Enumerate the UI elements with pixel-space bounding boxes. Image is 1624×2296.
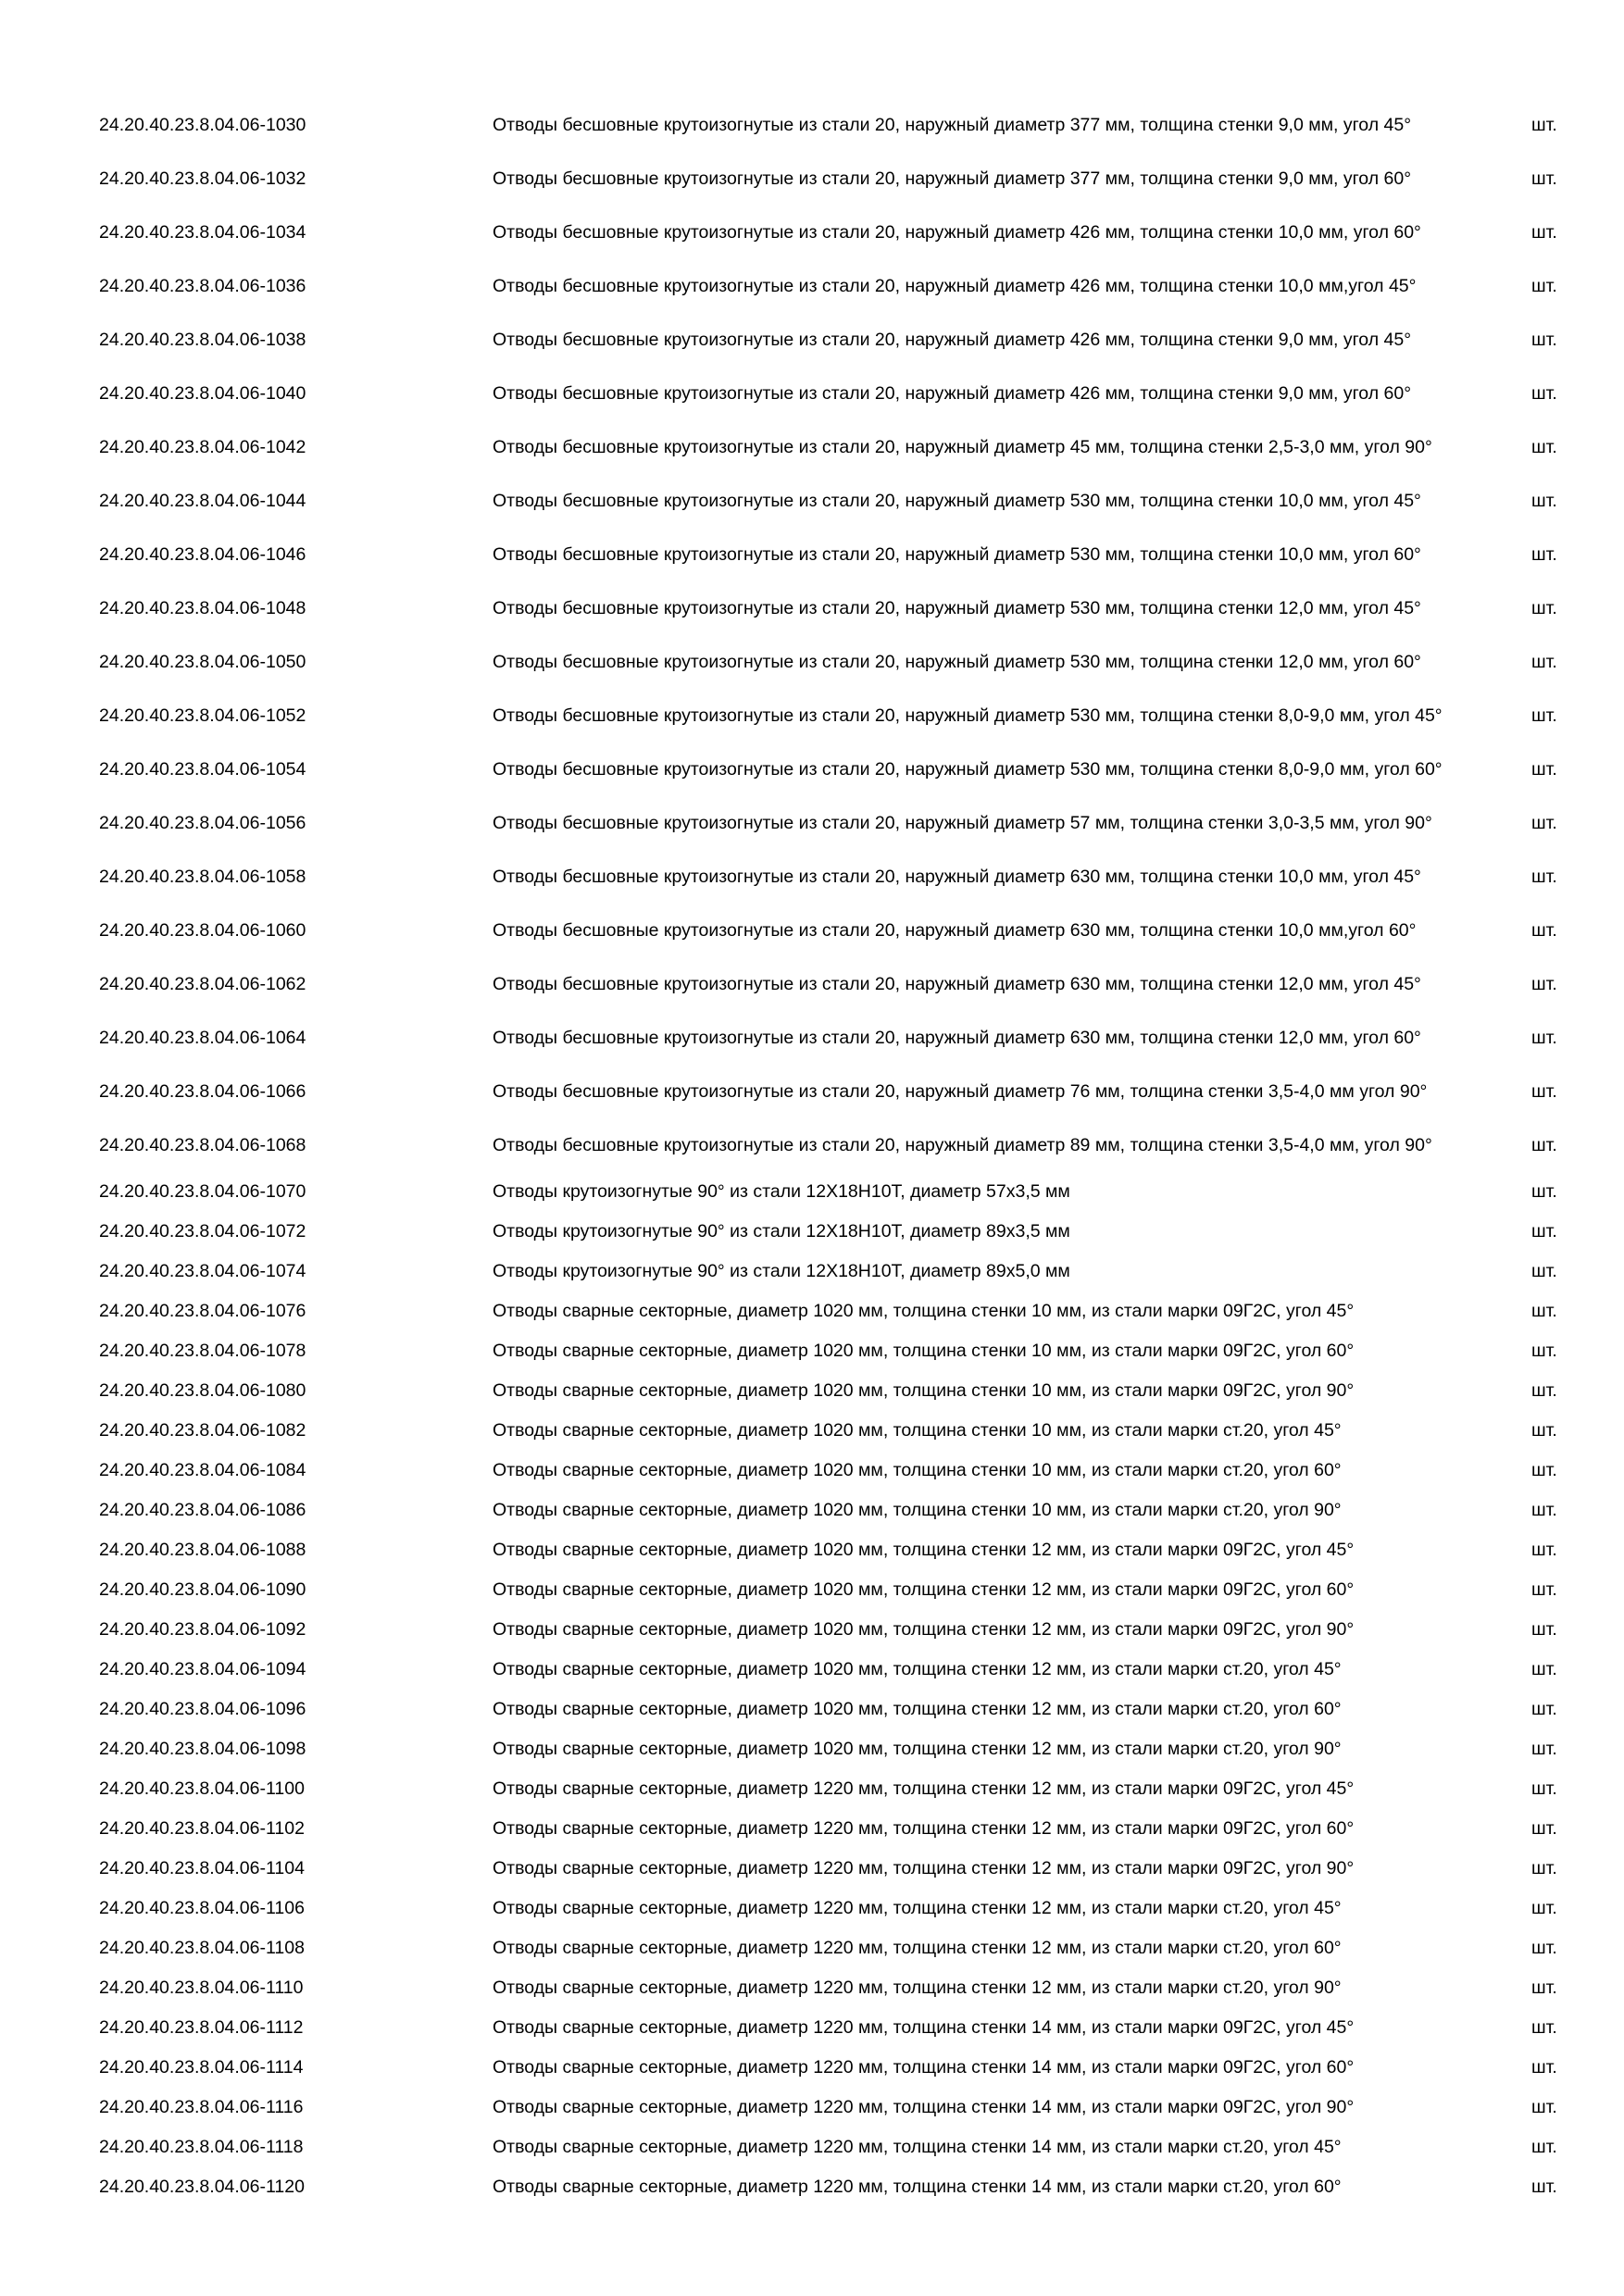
table-row [0,1809,1624,1849]
row-unit: шт. [1531,1080,1557,1102]
row-description-cell [493,1729,1474,1769]
row-unit: шт. [1531,1221,1557,1242]
row-description-cell [493,1118,1474,1172]
row-code: 24.20.40.23.8.04.06-1056 [99,812,306,833]
row-code: 24.20.40.23.8.04.06-1046 [99,543,306,565]
row-code: 24.20.40.23.8.04.06-1070 [99,1181,306,1202]
row-description: Отводы крутоизогнутые 90° из стали 12Х18Н10Т, диаметр 57х3,5 мм [493,1181,1070,1202]
row-description-cell [493,474,1474,528]
table-row [0,957,1624,1011]
row-unit: шт. [1531,1341,1557,1361]
row-description: Отводы бесшовные крутоизогнутые из стали 20, наружный диаметр 630 мм, толщина стенки 12,0 мм, угол 60° [493,1027,1421,1048]
row-description: Отводы бесшовные крутоизогнутые из стали 20, наружный диаметр 89 мм, толщина стенки 3,5-4,0 мм, угол 90° [493,1134,1432,1155]
row-unit: шт. [1531,490,1557,511]
row-code: 24.20.40.23.8.04.06-1036 [99,275,306,296]
row-code: 24.20.40.23.8.04.06-1092 [99,1619,306,1640]
row-unit: шт. [1531,1579,1557,1600]
row-code: 24.20.40.23.8.04.06-1084 [99,1460,306,1480]
table-row [0,1371,1624,1411]
row-code: 24.20.40.23.8.04.06-1098 [99,1739,306,1759]
row-description-cell [493,1809,1474,1849]
row-description: Отводы сварные секторные, диаметр 1220 мм, толщина стенки 12 мм, из стали марки ст.20, угол 45° [493,1898,1342,1918]
row-code: 24.20.40.23.8.04.06-1054 [99,758,306,780]
row-code: 24.20.40.23.8.04.06-1094 [99,1659,306,1679]
row-description: Отводы бесшовные крутоизогнутые из стали 20, наружный диаметр 630 мм, толщина стенки 12,0 мм, угол 45° [493,973,1421,994]
row-description: Отводы бесшовные крутоизогнутые из стали 20, наружный диаметр 45 мм, толщина стенки 2,5-3,0 мм, угол 90° [493,436,1432,457]
row-unit: шт. [1531,705,1557,726]
table-row [0,1729,1624,1769]
row-code: 24.20.40.23.8.04.06-1064 [99,1027,306,1048]
table-row [0,850,1624,904]
table-row [0,1849,1624,1889]
table-row [0,1252,1624,1292]
table-row [0,1610,1624,1650]
table-row [0,2008,1624,2048]
row-unit: шт. [1531,221,1557,243]
row-code: 24.20.40.23.8.04.06-1090 [99,1579,306,1600]
row-unit: шт. [1531,1659,1557,1679]
row-description: Отводы бесшовные крутоизогнутые из стали 20, наружный диаметр 530 мм, толщина стенки 8,0-9,0 мм, угол 45° [493,705,1443,726]
row-unit: шт. [1531,1261,1557,1281]
row-description-cell [493,1769,1474,1809]
table-row [0,1292,1624,1331]
row-code: 24.20.40.23.8.04.06-1080 [99,1380,306,1401]
row-description-cell [493,1292,1474,1331]
row-description: Отводы бесшовные крутоизогнутые из стали 20, наружный диаметр 377 мм, толщина стенки 9,0 мм, угол 60° [493,168,1412,189]
table-row [0,259,1624,313]
row-unit: шт. [1531,758,1557,780]
row-unit: шт. [1531,1858,1557,1878]
row-description-cell [493,1690,1474,1729]
row-description: Отводы сварные секторные, диаметр 1020 мм, толщина стенки 10 мм, из стали марки 09Г2С, угол 45° [493,1301,1355,1321]
row-unit: шт. [1531,973,1557,994]
row-description: Отводы сварные секторные, диаметр 1220 мм, толщина стенки 12 мм, из стали марки 09Г2С, угол 45° [493,1778,1355,1799]
table-row [0,1451,1624,1491]
row-unit: шт. [1531,329,1557,350]
row-unit: шт. [1531,2057,1557,2078]
row-description-cell [493,367,1474,420]
row-description-cell [493,957,1474,1011]
row-unit: шт. [1531,1978,1557,1998]
row-unit: шт. [1531,1540,1557,1560]
table-row [0,1331,1624,1371]
row-description-cell [493,1530,1474,1570]
table-row [0,1491,1624,1530]
row-description-cell [493,689,1474,742]
row-description: Отводы сварные секторные, диаметр 1220 мм, толщина стенки 14 мм, из стали марки ст.20, угол 60° [493,2177,1342,2197]
row-description-cell [493,1889,1474,1928]
row-description-cell [493,2008,1474,2048]
row-description: Отводы сварные секторные, диаметр 1220 мм, толщина стенки 14 мм, из стали марки ст.20, угол 45° [493,2137,1342,2157]
table-row [0,1690,1624,1729]
table-row [0,2048,1624,2088]
row-description: Отводы бесшовные крутоизогнутые из стали 20, наружный диаметр 426 мм, толщина стенки 9,0 мм, угол 60° [493,382,1412,404]
row-description: Отводы сварные секторные, диаметр 1020 мм, толщина стенки 10 мм, из стали марки 09Г2С, угол 60° [493,1341,1355,1361]
row-unit: шт. [1531,1739,1557,1759]
row-code: 24.20.40.23.8.04.06-1076 [99,1301,306,1321]
row-description-cell [493,1065,1474,1118]
row-code: 24.20.40.23.8.04.06-1086 [99,1500,306,1520]
row-unit: шт. [1531,919,1557,941]
row-code: 24.20.40.23.8.04.06-1066 [99,1080,306,1102]
row-code: 24.20.40.23.8.04.06-1096 [99,1699,306,1719]
row-code: 24.20.40.23.8.04.06-1100 [99,1778,305,1799]
row-description-cell [493,1451,1474,1491]
row-description: Отводы сварные секторные, диаметр 1020 мм, толщина стенки 10 мм, из стали марки ст.20, угол 45° [493,1420,1342,1441]
row-description: Отводы бесшовные крутоизогнутые из стали 20, наружный диаметр 57 мм, толщина стенки 3,0-3,5 мм, угол 90° [493,812,1432,833]
row-code: 24.20.40.23.8.04.06-1068 [99,1134,306,1155]
row-code: 24.20.40.23.8.04.06-1120 [99,2177,305,2197]
row-code: 24.20.40.23.8.04.06-1072 [99,1221,306,1242]
row-unit: шт. [1531,1301,1557,1321]
row-unit: шт. [1531,382,1557,404]
row-description-cell [493,420,1474,474]
row-code: 24.20.40.23.8.04.06-1106 [99,1898,305,1918]
row-description: Отводы бесшовные крутоизогнутые из стали 20, наружный диаметр 530 мм, толщина стенки 10,0 мм, угол 60° [493,543,1421,565]
row-description-cell [493,1849,1474,1889]
row-description: Отводы бесшовные крутоизогнутые из стали 20, наружный диаметр 426 мм, толщина стенки 10,0 мм, угол 60° [493,221,1421,243]
row-description: Отводы сварные секторные, диаметр 1220 мм, толщина стенки 12 мм, из стали марки 09Г2С, угол 60° [493,1818,1355,1839]
row-description: Отводы сварные секторные, диаметр 1020 мм, толщина стенки 12 мм, из стали марки ст.20, угол 90° [493,1739,1342,1759]
row-description-cell [493,1610,1474,1650]
table-row [0,1118,1624,1172]
row-code: 24.20.40.23.8.04.06-1052 [99,705,306,726]
row-unit: шт. [1531,543,1557,565]
row-description-cell [493,742,1474,796]
row-description: Отводы бесшовные крутоизогнутые из стали 20, наружный диаметр 530 мм, толщина стенки 10,0 мм, угол 45° [493,490,1421,511]
table-row [0,796,1624,850]
row-description: Отводы бесшовные крутоизогнутые из стали 20, наружный диаметр 530 мм, толщина стенки 12,0 мм, угол 60° [493,651,1421,672]
row-unit: шт. [1531,866,1557,887]
row-code: 24.20.40.23.8.04.06-1110 [99,1978,304,1998]
table-row [0,420,1624,474]
table-row [0,1530,1624,1570]
row-description-cell [493,1650,1474,1690]
row-unit: шт. [1531,1500,1557,1520]
row-unit: шт. [1531,1699,1557,1719]
row-unit: шт. [1531,114,1557,135]
row-description-cell [493,1252,1474,1292]
row-code: 24.20.40.23.8.04.06-1112 [99,2017,304,2038]
row-description-cell [493,259,1474,313]
row-description: Отводы сварные секторные, диаметр 1020 мм, толщина стенки 12 мм, из стали марки 09Г2С, угол 90° [493,1619,1355,1640]
row-description: Отводы бесшовные крутоизогнутые из стали 20, наружный диаметр 530 мм, толщина стенки 12,0 мм, угол 45° [493,597,1421,618]
table-row [0,1928,1624,1968]
table-row [0,1968,1624,2008]
table-row [0,635,1624,689]
row-description: Отводы сварные секторные, диаметр 1020 мм, толщина стенки 12 мм, из стали марки 09Г2С, угол 60° [493,1579,1355,1600]
table-row [0,1650,1624,1690]
row-code: 24.20.40.23.8.04.06-1060 [99,919,306,941]
row-code: 24.20.40.23.8.04.06-1058 [99,866,306,887]
row-description-cell [493,1491,1474,1530]
row-description-cell [493,1011,1474,1065]
table-row [0,2167,1624,2207]
row-unit: шт. [1531,1818,1557,1839]
row-description-cell [493,2167,1474,2207]
row-code: 24.20.40.23.8.04.06-1118 [99,2137,304,2157]
row-unit: шт. [1531,597,1557,618]
row-unit: шт. [1531,436,1557,457]
row-description: Отводы сварные секторные, диаметр 1220 мм, толщина стенки 12 мм, из стали марки ст.20, угол 90° [493,1978,1342,1998]
table-row [0,1769,1624,1809]
row-description: Отводы сварные секторные, диаметр 1220 мм, толщина стенки 12 мм, из стали марки ст.20, угол 60° [493,1938,1342,1958]
row-description: Отводы сварные секторные, диаметр 1020 мм, толщина стенки 12 мм, из стали марки ст.20, угол 45° [493,1659,1342,1679]
row-code: 24.20.40.23.8.04.06-1032 [99,168,306,189]
row-code: 24.20.40.23.8.04.06-1074 [99,1261,306,1281]
row-unit: шт. [1531,1619,1557,1640]
row-description-cell [493,2048,1474,2088]
row-unit: шт. [1531,2177,1557,2197]
row-description-cell [493,206,1474,259]
row-unit: шт. [1531,1898,1557,1918]
row-description: Отводы крутоизогнутые 90° из стали 12Х18Н10Т, диаметр 89х3,5 мм [493,1221,1070,1242]
row-code: 24.20.40.23.8.04.06-1050 [99,651,306,672]
row-description: Отводы сварные секторные, диаметр 1020 мм, толщина стенки 12 мм, из стали марки 09Г2С, угол 45° [493,1540,1355,1560]
row-code: 24.20.40.23.8.04.06-1038 [99,329,306,350]
row-description: Отводы сварные секторные, диаметр 1020 мм, толщина стенки 10 мм, из стали марки ст.20, угол 90° [493,1500,1342,1520]
table-row [0,313,1624,367]
row-unit: шт. [1531,168,1557,189]
table-row [0,1065,1624,1118]
table-row [0,742,1624,796]
row-description-cell [493,850,1474,904]
row-code: 24.20.40.23.8.04.06-1048 [99,597,306,618]
row-description-cell [493,528,1474,581]
row-unit: шт. [1531,2137,1557,2157]
row-description: Отводы бесшовные крутоизогнутые из стали 20, наружный диаметр 630 мм, толщина стенки 10,0 мм,угол 60° [493,919,1417,941]
row-description: Отводы сварные секторные, диаметр 1020 мм, толщина стенки 12 мм, из стали марки ст.20, угол 60° [493,1699,1342,1719]
table-row [0,689,1624,742]
table-row [0,904,1624,957]
row-description: Отводы крутоизогнутые 90° из стали 12Х18Н10Т, диаметр 89х5,0 мм [493,1261,1070,1281]
row-description: Отводы бесшовные крутоизогнутые из стали 20, наружный диаметр 377 мм, толщина стенки 9,0 мм, угол 45° [493,114,1412,135]
row-description: Отводы сварные секторные, диаметр 1020 мм, толщина стенки 10 мм, из стали марки 09Г2С, угол 90° [493,1380,1355,1401]
row-description-cell [493,2088,1474,2128]
row-description: Отводы бесшовные крутоизогнутые из стали 20, наружный диаметр 76 мм, толщина стенки 3,5-4,0 мм угол 90° [493,1080,1428,1102]
row-description: Отводы бесшовные крутоизогнутые из стали 20, наружный диаметр 530 мм, толщина стенки 8,0-9,0 мм, угол 60° [493,758,1443,780]
row-code: 24.20.40.23.8.04.06-1062 [99,973,306,994]
row-unit: шт. [1531,1027,1557,1048]
row-code: 24.20.40.23.8.04.06-1082 [99,1420,306,1441]
row-unit: шт. [1531,1460,1557,1480]
row-unit: шт. [1531,1778,1557,1799]
row-code: 24.20.40.23.8.04.06-1102 [99,1818,305,1839]
row-description-cell [493,152,1474,206]
row-description-cell [493,1968,1474,2008]
row-description: Отводы сварные секторные, диаметр 1220 мм, толщина стенки 14 мм, из стали марки 09Г2С, угол 90° [493,2097,1355,2117]
row-description: Отводы бесшовные крутоизогнутые из стали 20, наружный диаметр 426 мм, толщина стенки 10,0 мм,угол 45° [493,275,1417,296]
row-unit: шт. [1531,1420,1557,1441]
row-code: 24.20.40.23.8.04.06-1030 [99,114,306,135]
table-row [0,152,1624,206]
row-unit: шт. [1531,812,1557,833]
row-description-cell [493,1928,1474,1968]
row-unit: шт. [1531,1181,1557,1202]
row-description: Отводы бесшовные крутоизогнутые из стали 20, наружный диаметр 630 мм, толщина стенки 10,0 мм, угол 45° [493,866,1421,887]
table-row [0,2088,1624,2128]
row-code: 24.20.40.23.8.04.06-1116 [99,2097,304,2117]
table-row [0,528,1624,581]
row-code: 24.20.40.23.8.04.06-1042 [99,436,306,457]
row-unit: шт. [1531,651,1557,672]
row-code: 24.20.40.23.8.04.06-1040 [99,382,306,404]
row-code: 24.20.40.23.8.04.06-1078 [99,1341,306,1361]
table-row [0,98,1624,152]
row-unit: шт. [1531,2017,1557,2038]
row-unit: шт. [1531,2097,1557,2117]
row-description-cell [493,635,1474,689]
table-row [0,1411,1624,1451]
row-description: Отводы бесшовные крутоизогнутые из стали 20, наружный диаметр 426 мм, толщина стенки 9,0 мм, угол 45° [493,329,1412,350]
row-code: 24.20.40.23.8.04.06-1044 [99,490,306,511]
row-unit: шт. [1531,1134,1557,1155]
row-unit: шт. [1531,275,1557,296]
row-description-cell [493,581,1474,635]
table-row [0,367,1624,420]
row-description-cell [493,1570,1474,1610]
row-description-cell [493,1212,1474,1252]
row-description: Отводы сварные секторные, диаметр 1220 мм, толщина стенки 14 мм, из стали марки 09Г2С, угол 60° [493,2057,1355,2078]
row-description-cell [493,904,1474,957]
table-row [0,1570,1624,1610]
table-row [0,581,1624,635]
row-code: 24.20.40.23.8.04.06-1114 [99,2057,304,2078]
row-code: 24.20.40.23.8.04.06-1104 [99,1858,305,1878]
row-description-cell [493,1411,1474,1451]
table-row [0,2128,1624,2167]
row-description: Отводы сварные секторные, диаметр 1020 мм, толщина стенки 10 мм, из стали марки ст.20, угол 60° [493,1460,1342,1480]
table-row [0,1011,1624,1065]
row-description-cell [493,313,1474,367]
row-description-cell [493,1172,1474,1212]
table-row [0,1172,1624,1212]
row-description: Отводы сварные секторные, диаметр 1220 мм, толщина стенки 12 мм, из стали марки 09Г2С, угол 90° [493,1858,1355,1878]
row-code: 24.20.40.23.8.04.06-1108 [99,1938,305,1958]
row-unit: шт. [1531,1380,1557,1401]
row-description-cell [493,98,1474,152]
row-unit: шт. [1531,1938,1557,1958]
row-description-cell [493,1371,1474,1411]
row-description-cell [493,2128,1474,2167]
row-description-cell [493,796,1474,850]
row-code: 24.20.40.23.8.04.06-1088 [99,1540,306,1560]
table-row [0,1889,1624,1928]
table-row [0,474,1624,528]
row-code: 24.20.40.23.8.04.06-1034 [99,221,306,243]
table-row [0,206,1624,259]
row-description: Отводы сварные секторные, диаметр 1220 мм, толщина стенки 14 мм, из стали марки 09Г2С, угол 45° [493,2017,1355,2038]
row-description-cell [493,1331,1474,1371]
table-row [0,1212,1624,1252]
